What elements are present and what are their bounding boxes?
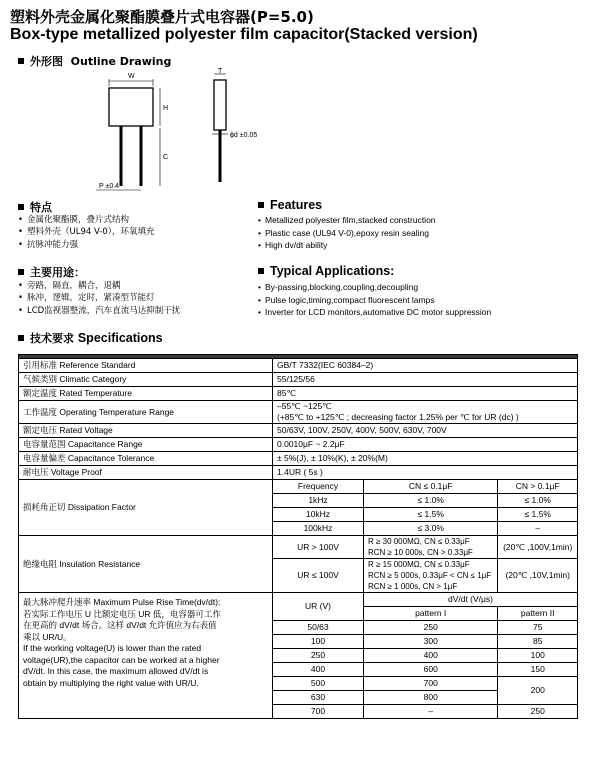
dim-w-label: W xyxy=(128,73,135,80)
table-row: 电容量偏差 Capacitance Tolerance ± 5%(J), ± 10%(K), ± 20%(M) xyxy=(19,452,578,466)
dim-p-label: P ±0.4 xyxy=(99,183,120,190)
table-row: 额定电压 Rated Voltage 50/63V, 100V, 250V, 400V, 500V, 630V, 700V xyxy=(19,424,578,438)
features-cn-list xyxy=(18,214,155,251)
dim-t-label: T xyxy=(218,68,223,75)
title-english: Box-type metallized polyester film capacitor(Stacked version) xyxy=(10,26,478,43)
table-row: 100 300 85 xyxy=(19,635,578,649)
features-en-list xyxy=(258,214,436,252)
list-item: • High dv/dt ability xyxy=(258,239,436,252)
table-row: 耐电压 Voltage Proof 1.4UR ( 5s ) xyxy=(19,466,578,480)
table-row: 10kHz ≤ 1.5% ≤ 1.5% xyxy=(19,508,578,522)
list-item: • 旁路，隔直，耦合，退耦 xyxy=(18,280,180,292)
list-item: • Pulse logic,timing,compact fluorescent lamps xyxy=(258,294,491,307)
square-bullet-icon xyxy=(18,204,24,210)
title-chinese: 塑料外壳金属化聚酯膜叠片式电容器(P=5.0) xyxy=(10,8,314,26)
list-item: • Plastic case (UL94 V-0),epoxy resin sealing xyxy=(258,227,436,240)
table-row: 400 600 150 xyxy=(19,663,578,677)
applications-en-heading: Typical Applications: xyxy=(258,264,394,278)
features-cn-heading: 特点 xyxy=(18,199,52,215)
table-row: 最大脉冲爬升速率 Maximum Pulse Rise Time(dv/dt): 若实际工作电压 U 比额定电压 UR 低，电容器可工作 在更高的 dV/dt 场合。这样 dV/dt 允许值应为右表值 乘以 UR/U。 If the working voltage(U) is lower than the rated voltage(UR),the capacitor can be worked at a higher dV/dt. In this case, the maximum allowed dV/dt is obtain by multiplying the right value with UR/U. UR (V) dV/dt (V/μs) xyxy=(19,593,578,607)
square-bullet-icon xyxy=(18,58,24,64)
dim-d-label: ϕd ±0.05 xyxy=(230,132,258,139)
table-row: 额定温度 Rated Temperature 85℃ xyxy=(19,387,578,401)
dim-h-label: H xyxy=(163,105,169,112)
list-item: • By-passing,blocking,coupling,decoupling xyxy=(258,281,491,294)
list-item: • Inverter for LCD monitors,automative DC motor suppression xyxy=(258,306,491,319)
applications-cn-heading: 主要用途： xyxy=(18,264,85,280)
table-row: 630 800 xyxy=(19,691,578,705)
dvdt-description: 最大脉冲爬升速率 Maximum Pulse Rise Time(dv/dt): 若实际工作电压 U 比额定电压 UR 低，电容器可工作 在更高的 dV/dt 场合。这样 dV/dt 允许值应为右表值 乘以 UR/U。 If the working voltage(U) is lower than the rated voltage(UR),the capacitor can be worked at a higher dV/dt. In this case, the maximum allowed dV/dt is obtain by multiplying the right value with UR/U. xyxy=(19,593,273,719)
list-item: • Metallized polyester film,stacked construction xyxy=(258,214,436,227)
outline-heading: 外形图 Outline Drawing xyxy=(18,53,171,69)
capacitor-body-front xyxy=(109,88,153,126)
table-row: 1kHz ≤ 1.0% ≤ 1.0% xyxy=(19,494,578,508)
table-row: 气候类别 Climatic Category 55/125/56 xyxy=(19,373,578,387)
square-bullet-icon xyxy=(258,268,264,274)
list-item: • 脉冲，逻辑，定时，紧凑型节能灯 xyxy=(18,292,180,304)
list-item: • 金属化聚酯膜，叠片式结构 xyxy=(18,214,155,226)
square-bullet-icon xyxy=(258,202,264,208)
applications-cn-list xyxy=(18,280,180,317)
table-row: 电容量范围 Capacitance Range 0.0010μF ~ 2.2μF xyxy=(19,438,578,452)
table-row: 50/63 250 75 xyxy=(19,621,578,635)
list-item: • LCD监视器整流，汽车直流马达抑制干扰 xyxy=(18,305,180,317)
table-row: 损耗角正切 Dissipation Factor Frequency CN ≤ 0.1μF CN > 0.1μF xyxy=(19,480,578,494)
list-item: • 抗脉冲能力强 xyxy=(18,239,155,251)
square-bullet-icon xyxy=(18,269,24,275)
table-row: 250 400 100 xyxy=(19,649,578,663)
dim-c-label: C xyxy=(163,154,169,161)
table-row: 500 700 200 xyxy=(19,677,578,691)
applications-en-list xyxy=(258,281,491,319)
specifications-heading: 技术要求 Specifications xyxy=(18,330,163,346)
outline-drawing xyxy=(0,66,300,200)
list-item: • 塑料外壳（UL94 V-0），环氧填充 xyxy=(18,226,155,238)
table-row: 工作温度 Operating Temperature Range –55℃ ~125℃ (+85℃ to +125℃ ; decreasing factor 1.25% per ℃ for UR (dc) ) xyxy=(19,401,578,424)
features-en-heading: Features xyxy=(258,198,322,212)
table-row: 700 – 250 xyxy=(19,705,578,719)
table-row: UR ≤ 100V R ≥ 15 000MΩ, CN ≤ 0.33μF RCN ≥ 5 000s, 0.33μF < CN ≤ 1μF RCN ≥ 1 000s, CN > 1μF (20℃ ,10V,1min) xyxy=(19,559,578,593)
square-bullet-icon xyxy=(18,335,24,341)
specifications-table xyxy=(18,354,578,719)
table-row: 100kHz ≤ 3.0% – xyxy=(19,522,578,536)
table-row: 绝缘电阻 Insulation Resistance UR > 100V R ≥ 30 000MΩ, CN ≤ 0.33μF RCN ≥ 10 000s, CN > 0.33μF (20℃ ,100V,1min) xyxy=(19,536,578,559)
capacitor-body-side xyxy=(214,80,226,130)
table-row: 引用标准 Reference Standard GB/T 7332(IEC 60384–2) xyxy=(19,359,578,373)
table-row: pattern I pattern II xyxy=(19,607,578,621)
